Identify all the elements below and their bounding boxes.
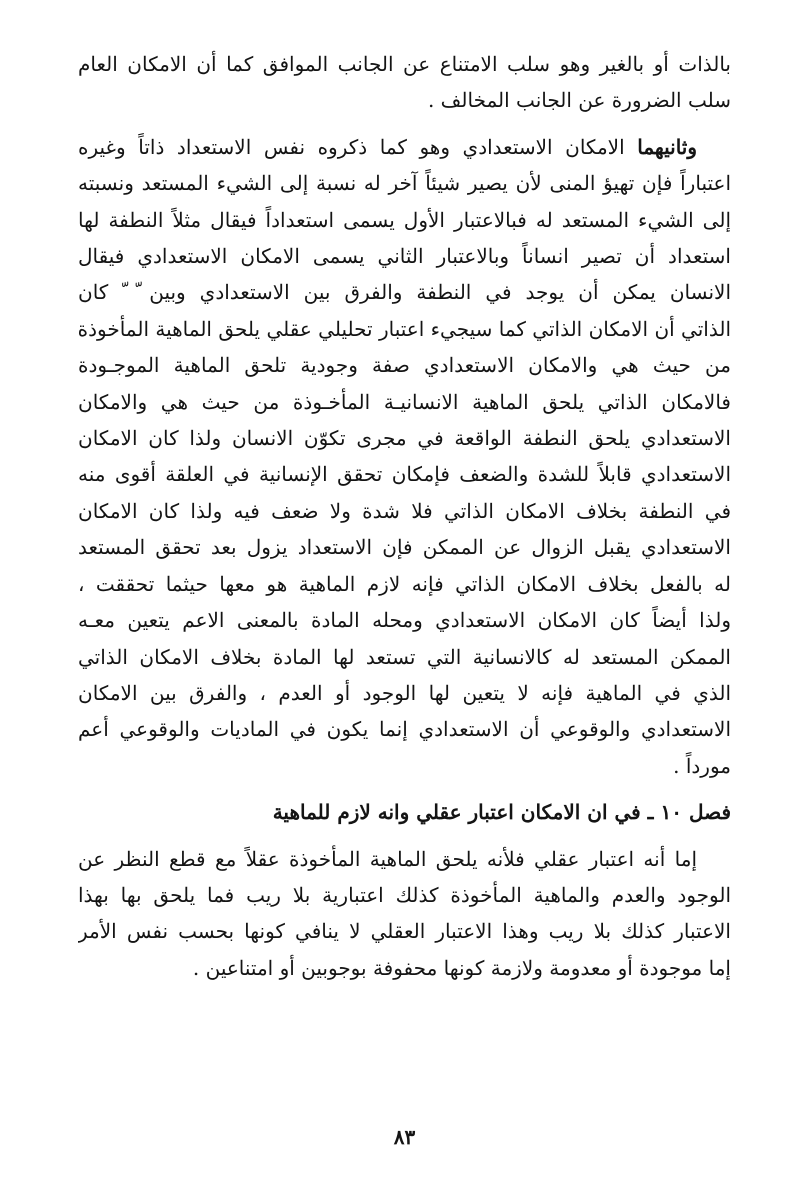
paragraph-3 bbox=[78, 841, 731, 987]
text-line: من حيث هي والامكان الاستعدادي صفة وجودية تلحق الماهية الموجـودة bbox=[78, 353, 731, 378]
paragraph-gap bbox=[78, 119, 731, 129]
text-line: له بالفعل بخلاف الامكان الذاتي فإنه لازم الماهية هو معها حيثما تحققت ، bbox=[78, 571, 731, 596]
text-line: إما أنه اعتبار عقلي فلأنه يلحق الماهية المأخوذة عقلاً مع قطع النظر عن bbox=[78, 846, 697, 871]
text-line: اعتباراً فإن تهيؤ المنى لأن يصير شيئاً آخر له نسبة إلى الشيء المستعد ونسبته bbox=[78, 171, 731, 196]
text-line: استعداد أن تصير انساناً وبالاعتبار الثاني يسمى الامكان الاستعدادي فيقال bbox=[78, 244, 731, 269]
text-line: الاستعدادي والوقوعي أن الاستعدادي إنما يكون في الماديات والوقوعي أعم bbox=[78, 717, 731, 742]
text-line: الاستعدادي يقبل الزوال عن الممكن فإن الاستعداد يزول بعد تحقق المستعد bbox=[78, 535, 731, 560]
paragraph-gap bbox=[78, 831, 731, 841]
text-line: الذاتي أن الامكان الذاتي كما سيجيء اعتبار تحليلي عقلي يلحق الماهية المأخوذة bbox=[78, 316, 731, 341]
text-line: بالذات أو بالغير وهو سلب الامتناع عن الجانب الموافق كما أن الامكان العام bbox=[78, 52, 731, 76]
lead-word: وثانيهما bbox=[637, 134, 698, 159]
text-line: الوجود والعدم والماهية المأخوذة كذلك اعتبارية بلا ريب فما يلحق بها بهذا bbox=[78, 882, 731, 907]
text-line: إما موجودة أو معدومة ولازمة كونها محفوفة بوجوبين أو امتناعين . bbox=[192, 955, 731, 980]
text-line: إلى الشيء المستعد له فبالاعتبار الأول يسمى استعداداً فيقال مثلاً النطفة لها bbox=[78, 207, 731, 232]
text-line: الممكن المستعد له كالانسانية التي تستعد لها المادة بخلاف الامكان الذاتي bbox=[78, 644, 731, 669]
text-line: فالامكان الذاتي يلحق الماهية الانسانيـة المأخـوذة من حيث هي والامكان bbox=[78, 389, 731, 414]
text-line: الاستعدادي يلحق النطفة الواقعة في مجرى تكوّن الانسان ولذا كان الامكان bbox=[78, 426, 731, 451]
text-line-with-lead bbox=[78, 129, 731, 165]
text-line: الاعتبار كذلك بلا ريب وهذا الاعتبار العقلي لا ينافي كونها بحسب نفس الأمر bbox=[78, 919, 731, 944]
page-body bbox=[78, 46, 731, 986]
paragraph-gap bbox=[78, 784, 731, 794]
text-line: ولذا أيضاً كان الامكان الاستعدادي ومحله المادة بالمعنى الاعم يتعين معـه bbox=[78, 608, 731, 633]
paragraph-2 bbox=[78, 129, 731, 784]
paragraph-1 bbox=[78, 46, 731, 119]
text-line: مورداً . bbox=[673, 753, 731, 778]
text-line: الاستعدادي قابلاً للشدة والضعف فإمكان تحقق الإنسانية في العلقة أقوى منه bbox=[78, 462, 731, 487]
text-line: في النطفة بخلاف الامكان الذاتي فلا شدة ولا ضعف فيه ولذا كان الامكان bbox=[78, 498, 731, 523]
text-line: الذي في الماهية فإنه لا يتعين لها الوجود أو العدم ، والفرق بين الامكان bbox=[78, 680, 731, 705]
page-number: ٨٣ bbox=[393, 1125, 416, 1149]
text-line-rest: الامكان الاستعدادي وهو كما ذكروه نفس الاستعداد ذاتاً وغيره bbox=[78, 134, 625, 159]
text-line: الانسان يمكن أن يوجد في النطفة والفرق بين الاستعدادي وبين ّ ّ كان bbox=[78, 280, 731, 305]
section-heading: فصل ١٠ ـ في ان الامكان اعتبار عقلي وانه لازم للماهية bbox=[272, 800, 731, 825]
text-line: سلب الضرورة عن الجانب المخالف . bbox=[427, 88, 731, 113]
